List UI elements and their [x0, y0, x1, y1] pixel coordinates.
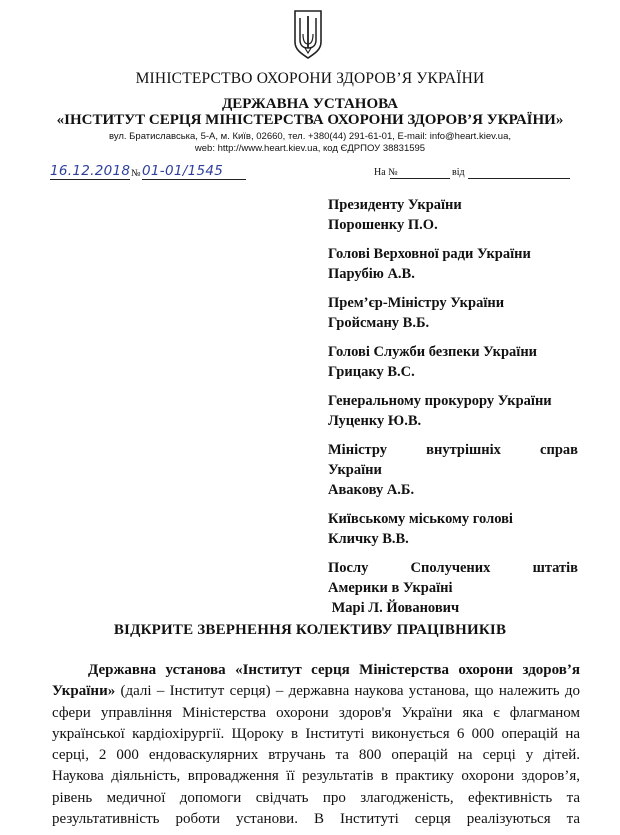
- recipient-position: [328, 558, 578, 578]
- body-bold-text: України»: [52, 683, 116, 700]
- recipient-word: штатів: [532, 560, 578, 576]
- recipient-name: Грицаку В.С.: [328, 364, 415, 380]
- recipient-word: справ: [540, 442, 578, 458]
- recipient-name: Кличку В.В.: [328, 531, 409, 547]
- tryzub-icon: [292, 8, 324, 60]
- institution-address: вул. Братиславська, 5-А, м. Київ, 02660, тел. +380(44) 291-61-01, E-mail: info@heart.kiev.ua,: [108, 131, 511, 142]
- body-line: Державна установа «Інститут серця Міністерства охорони здоров’я: [88, 662, 580, 678]
- recipient-name: Гройсману В.Б.: [328, 315, 430, 331]
- body-line: української кардіохірургії. Щороку в Інституті виконується 6 000 операцій на: [52, 725, 580, 742]
- recipient: [328, 509, 578, 549]
- recipient: [328, 440, 578, 500]
- institution-type: ДЕРЖАВНА УСТАНОВА: [221, 96, 399, 112]
- recipient-name: Порошенку П.О.: [328, 217, 438, 233]
- recipient-position: Київському міському голові: [328, 511, 513, 527]
- institution-name: «ІНСТИТУТ СЕРЦЯ МІНІСТЕРСТВА ОХОРОНИ ЗДОРОВ’Я УКРАЇНИ»: [56, 112, 564, 128]
- recipient-position: Генеральному прокурору України: [328, 393, 552, 409]
- recipient-position: Голові Верховної ради України: [328, 246, 531, 262]
- recipient-word: Послу: [328, 560, 369, 576]
- body-line: рівень медичної допомоги свідчать про злагодженість, ефективність та: [52, 789, 580, 806]
- recipient-word: внутрішніх: [426, 442, 501, 458]
- body-line: Наукова діяльність, впровадження її результатів в практику охорони здоров’я,: [52, 768, 580, 785]
- recipient-position-cont: України: [328, 462, 382, 478]
- outgoing-number-label: №: [131, 168, 141, 179]
- recipient: [328, 558, 578, 618]
- body-line: сфери управління Міністерства охорони здоров'я України яка є флагманом: [52, 704, 580, 721]
- reply-number-blank: [390, 178, 450, 179]
- recipient-word: Сполучених: [410, 560, 491, 576]
- recipient-word: Міністру: [328, 442, 387, 458]
- recipient-name: Марі Л. Йованович: [328, 600, 460, 616]
- recipient-position: [328, 440, 578, 460]
- recipient-name: Авакову А.Б.: [328, 482, 415, 498]
- outgoing-number: 01-01/1545: [142, 163, 246, 180]
- body-line: [52, 681, 580, 702]
- outgoing-date: 16.12.2018: [50, 163, 131, 179]
- recipient: [328, 293, 578, 333]
- recipient-position: Голові Служби безпеки України: [328, 344, 538, 360]
- recipient: [328, 195, 578, 235]
- recipient-name: Парубію А.В.: [328, 266, 415, 282]
- recipient: [328, 244, 578, 284]
- reply-number-label: На №: [374, 167, 398, 178]
- institution-web: web: http://www.heart.kiev.ua, код ЄДРПОУ 38831595: [194, 143, 426, 154]
- reply-date-label: від: [452, 167, 465, 178]
- letter-body: [52, 660, 580, 830]
- recipients-block: [328, 195, 578, 627]
- recipient-position: Прем’єр-Міністру України: [328, 295, 505, 311]
- recipient-name: Луценку Ю.В.: [328, 413, 422, 429]
- body-line: результативність роботи установи. В Інституті серця реалізуються та: [52, 811, 580, 828]
- recipient: [328, 342, 578, 382]
- body-line: серці, 2 000 ендоваскулярних втручань та 800 операцій на серці у дітей.: [52, 747, 580, 764]
- ministry-name: МІНІСТЕРСТВО ОХОРОНИ ЗДОРОВ’Я УКРАЇНИ: [135, 70, 485, 87]
- letter-title: ВІДКРИТЕ ЗВЕРНЕННЯ КОЛЕКТИВУ ПРАЦІВНИКІВ: [113, 622, 507, 638]
- body-text: (далі – Інститут серця) – державна наукова установа, що належить до: [115, 683, 580, 700]
- reply-date-blank: [468, 178, 570, 179]
- recipient-position: Президенту України: [328, 197, 462, 213]
- recipient-position-cont: Америки в Україні: [328, 580, 453, 596]
- recipient: [328, 391, 578, 431]
